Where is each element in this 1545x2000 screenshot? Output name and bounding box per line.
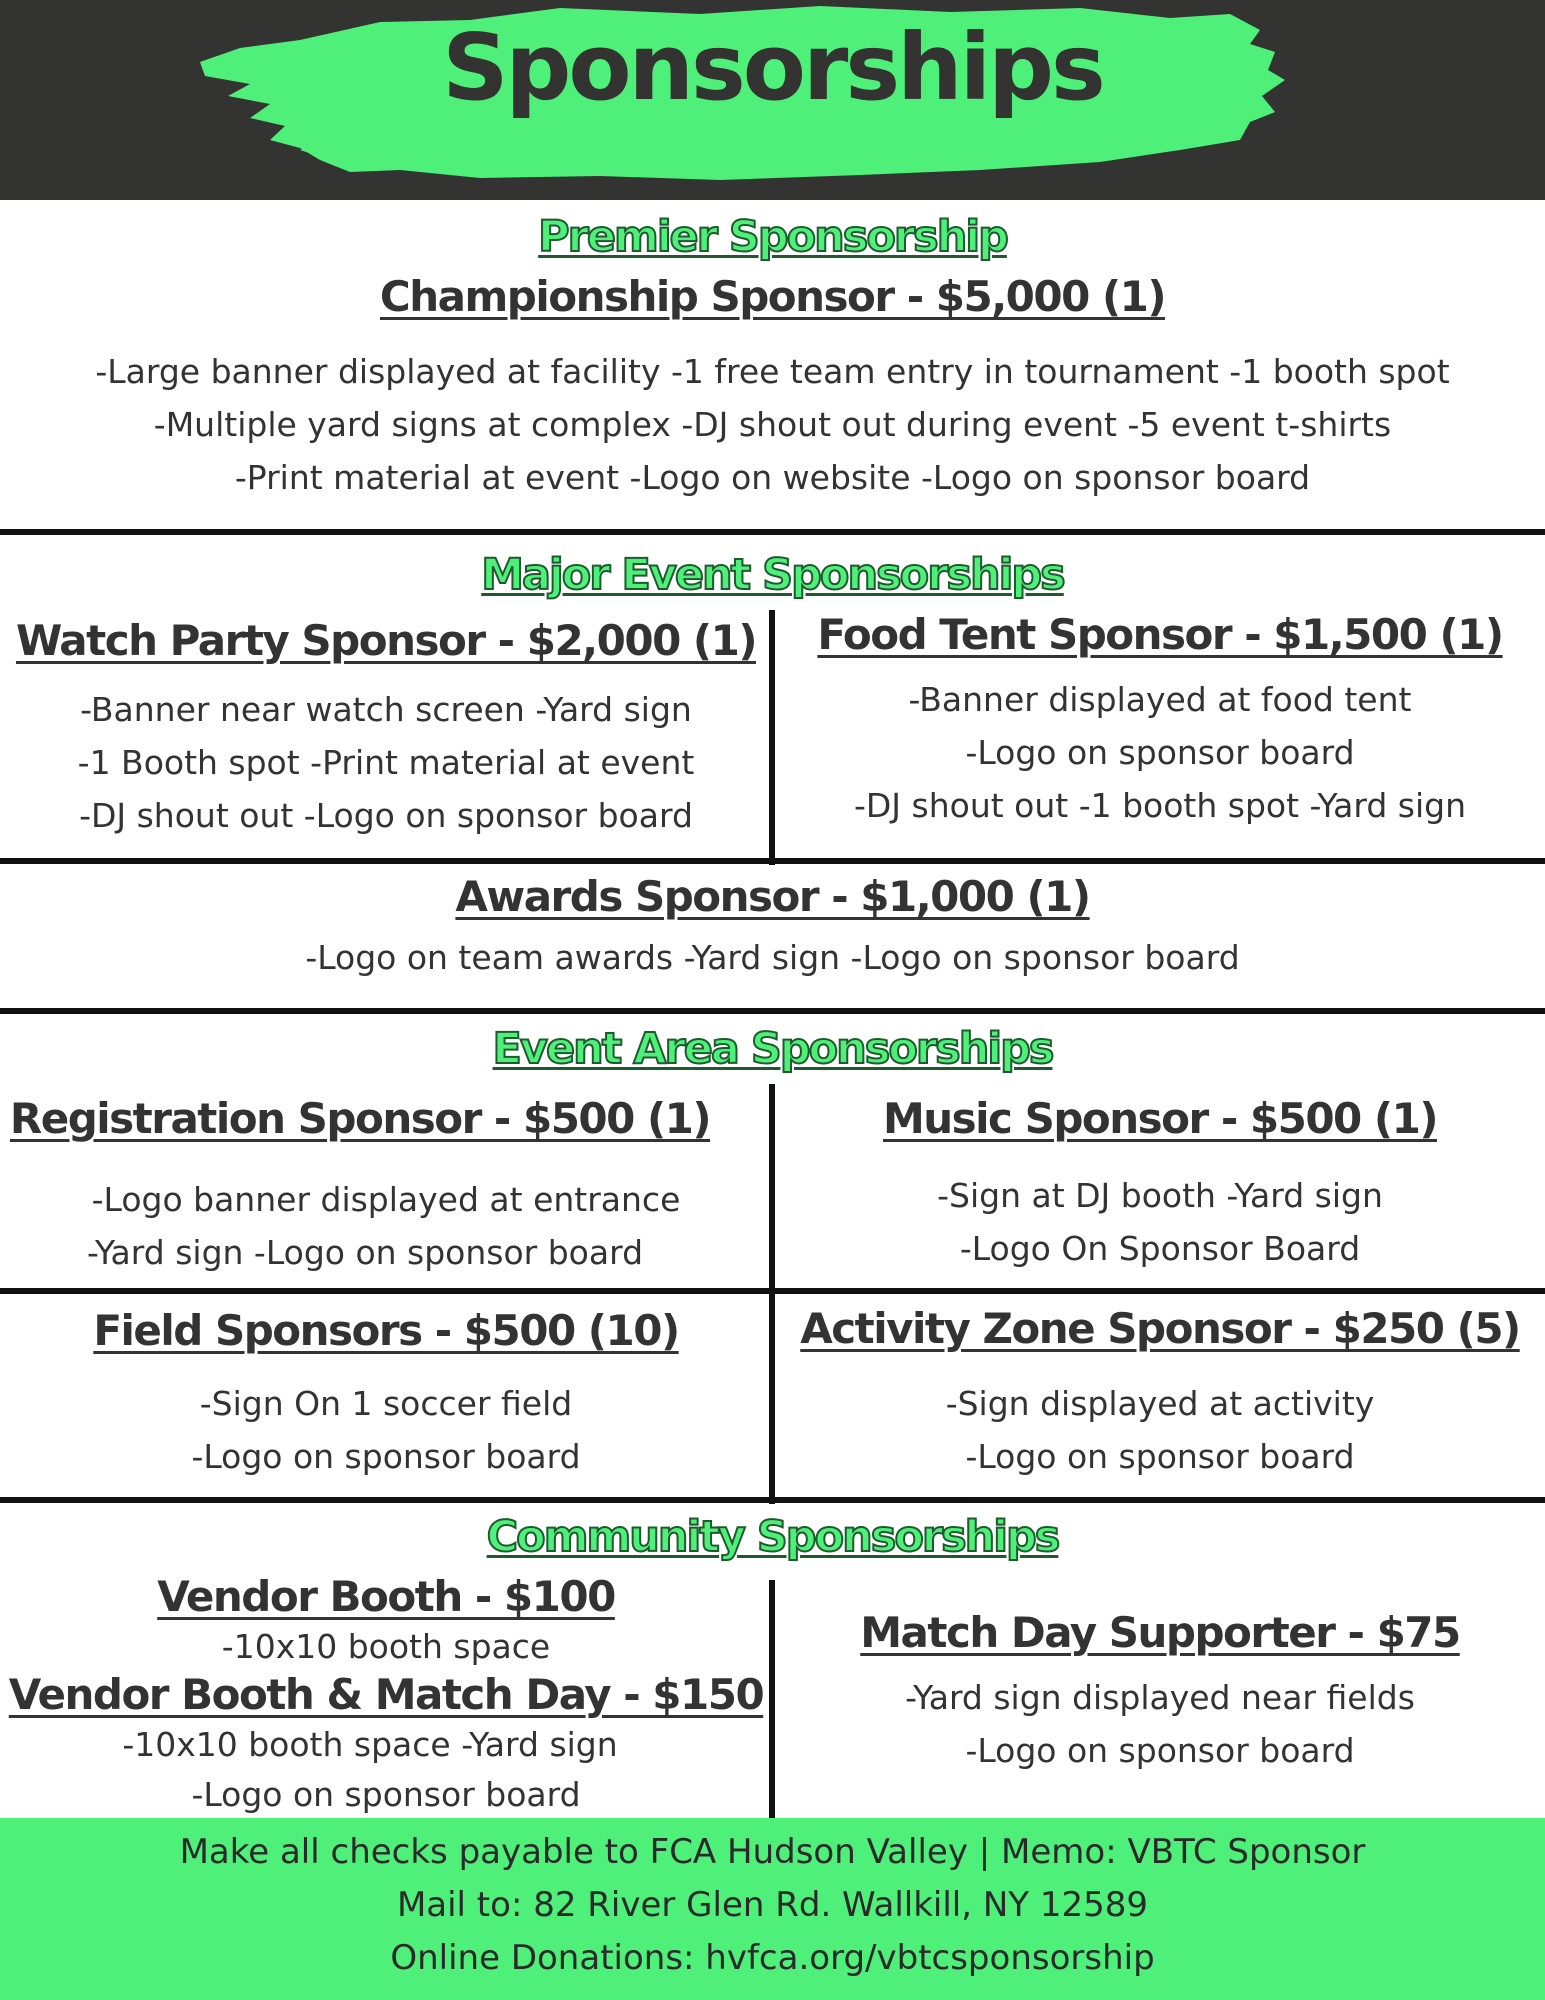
activity-zone-benefit: -Sign displayed at activity: [945, 1384, 1375, 1423]
header-banner: [0, 0, 1545, 200]
payment-instructions: Make all checks payable to FCA Hudson Valley | Memo: VBTC Sponsor: [179, 1832, 1366, 1872]
music-benefit: -Logo On Sponsor Board: [959, 1229, 1361, 1268]
music-sponsor-title: Music Sponsor - $500 (1): [882, 1094, 1438, 1143]
watch-party-benefit: -1 Booth spot -Print material at event: [77, 743, 695, 782]
match-day-supporter-title: Match Day Supporter - $75: [860, 1608, 1460, 1657]
registration-benefit: -Yard sign -Logo on sponsor board: [86, 1233, 644, 1272]
section-divider: [0, 1008, 1545, 1014]
watch-party-sponsor-title: Watch Party Sponsor - $2,000 (1): [15, 616, 757, 665]
mailing-address: Mail to: 82 River Glen Rd. Wallkill, NY 12589: [396, 1885, 1149, 1925]
registration-sponsor-title: Registration Sponsor - $500 (1): [9, 1094, 711, 1143]
footer-banner: [0, 1818, 1545, 2000]
watch-party-benefit: -Banner near watch screen -Yard sign: [80, 690, 692, 729]
match-day-supporter-benefit: -Logo on sponsor board: [965, 1731, 1355, 1770]
section-divider: [0, 858, 1545, 864]
section-divider: [0, 1497, 1545, 1503]
field-sponsor-title: Field Sponsors - $500 (10): [93, 1306, 679, 1355]
vendor-booth-benefit: -10x10 booth space: [221, 1627, 551, 1666]
food-tent-benefit: -DJ shout out -1 booth spot -Yard sign: [853, 786, 1466, 825]
awards-benefit: -Logo on team awards -Yard sign -Logo on sponsor board: [305, 938, 1240, 977]
food-tent-sponsor-title: Food Tent Sponsor - $1,500 (1): [817, 610, 1503, 659]
championship-sponsor-title: Championship Sponsor - $5,000 (1): [379, 272, 1166, 321]
section-divider: [0, 529, 1545, 535]
vendor-match-day-title: Vendor Booth & Match Day - $150: [8, 1670, 764, 1719]
championship-benefit: -Large banner displayed at facility -1 free team entry in tournament -1 booth spot: [95, 352, 1450, 391]
vendor-booth-title: Vendor Booth - $100: [157, 1572, 615, 1621]
vendor-match-day-benefit: -10x10 booth space -Yard sign: [122, 1725, 618, 1764]
field-benefit: -Sign On 1 soccer field: [199, 1384, 573, 1423]
registration-benefit: -Logo banner displayed at entrance: [91, 1180, 681, 1219]
championship-benefit: -Multiple yard signs at complex -DJ shout out during event -5 event t-shirts: [153, 405, 1392, 444]
activity-zone-benefit: -Logo on sponsor board: [965, 1437, 1355, 1476]
food-tent-benefit: -Logo on sponsor board: [965, 733, 1355, 772]
championship-benefit: -Print material at event -Logo on website -Logo on sponsor board: [234, 458, 1311, 497]
section-divider: [0, 1288, 1545, 1294]
page-title: Sponsorships: [442, 14, 1103, 121]
premier-heading: Premier Sponsorship: [538, 212, 1007, 262]
event-area-heading: Event Area Sponsorships: [492, 1024, 1053, 1074]
vendor-match-day-benefit: -Logo on sponsor board: [191, 1775, 581, 1814]
watch-party-benefit: -DJ shout out -Logo on sponsor board: [79, 796, 693, 835]
activity-zone-sponsor-title: Activity Zone Sponsor - $250 (5): [800, 1304, 1520, 1353]
match-day-supporter-benefit: -Yard sign displayed near fields: [905, 1678, 1415, 1717]
awards-sponsor-title: Awards Sponsor - $1,000 (1): [455, 872, 1090, 921]
food-tent-benefit: -Banner displayed at food tent: [908, 680, 1412, 719]
online-donations-link[interactable]: Online Donations: hvfca.org/vbtcsponsorship: [390, 1938, 1155, 1978]
community-heading: Community Sponsorships: [486, 1512, 1059, 1562]
music-benefit: -Sign at DJ booth -Yard sign: [937, 1176, 1383, 1215]
field-benefit: -Logo on sponsor board: [191, 1437, 581, 1476]
major-event-heading: Major Event Sponsorships: [481, 550, 1064, 600]
